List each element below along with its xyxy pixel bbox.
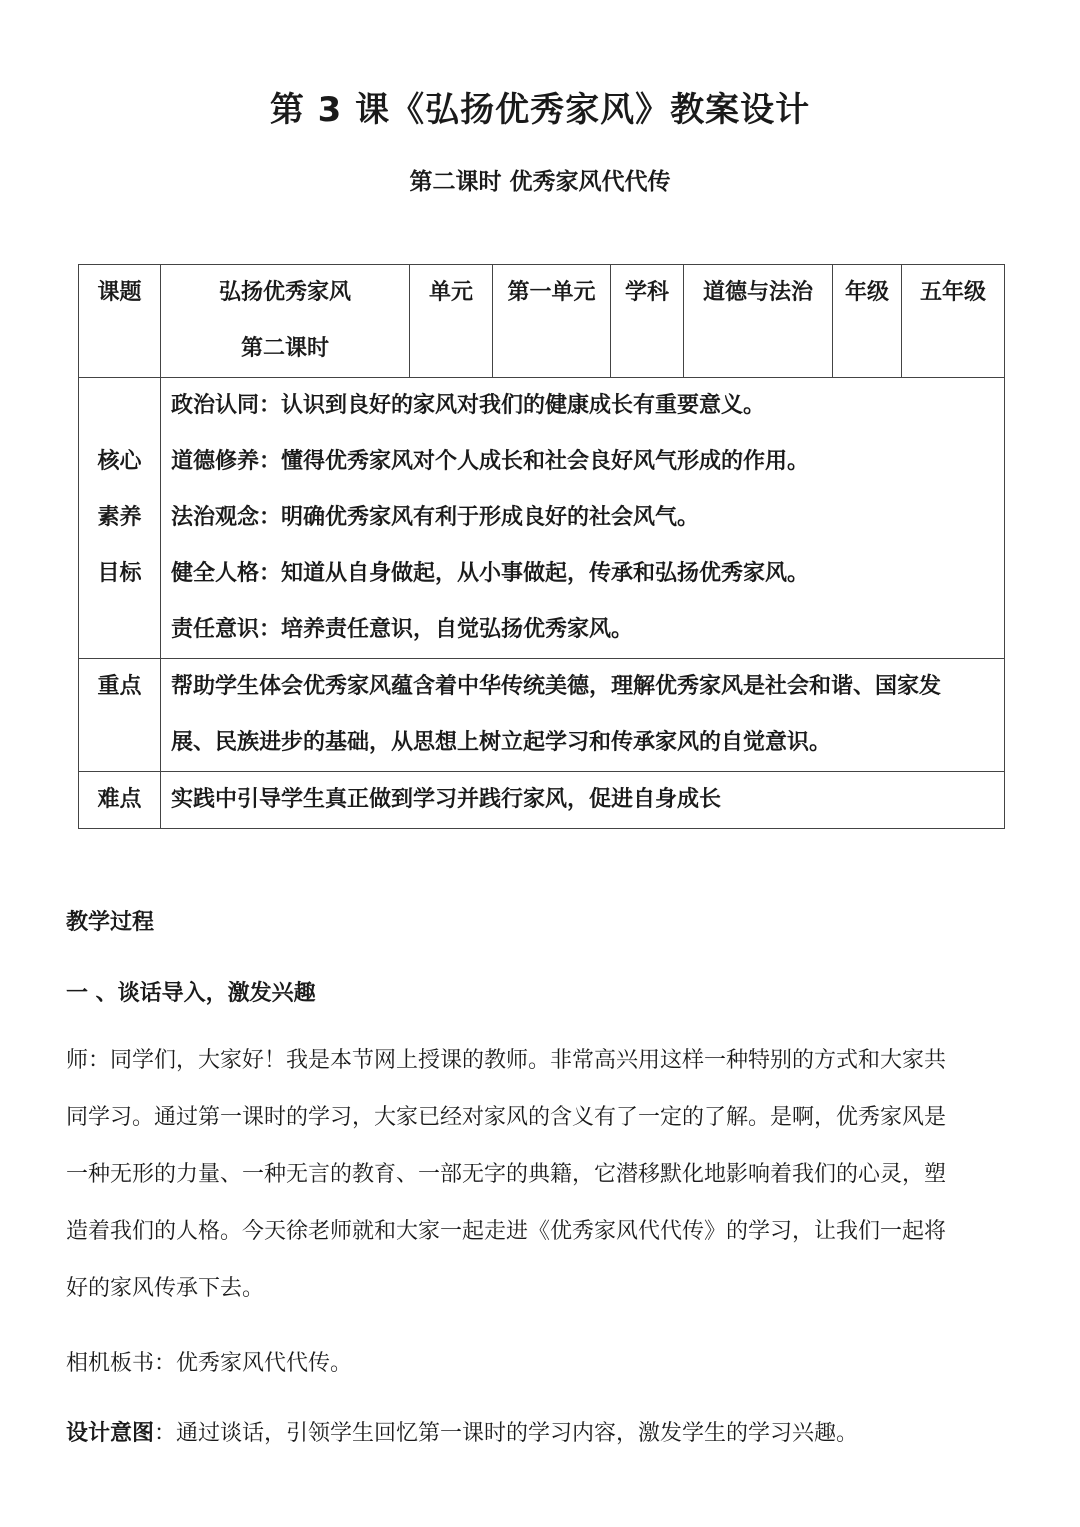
subject-label: 学科 xyxy=(624,280,669,305)
key-points-cell xyxy=(161,659,1005,772)
core-label-line-2: 素养 xyxy=(97,505,142,530)
page-subtitle: 第二课时 优秀家风代代传 xyxy=(409,169,671,195)
core-goals-cell xyxy=(161,378,1005,659)
key-label-cell xyxy=(79,659,161,772)
board-note: 相机板书：优秀家风代代传。 xyxy=(66,1351,353,1376)
core-goal-item: 道德修养：懂得优秀家风对个人成长和社会良好风气形成的作用。 xyxy=(171,449,810,474)
topic-line-1: 弘扬优秀家风 xyxy=(218,280,351,305)
core-goal-item: 健全人格：知道从自身做起，从小事做起，传承和弘扬优秀家风。 xyxy=(171,561,810,586)
topic-label: 课题 xyxy=(97,280,142,305)
grade-value: 五年级 xyxy=(919,280,986,305)
core-label-line-3: 目标 xyxy=(97,561,142,586)
topic-label-cell xyxy=(79,265,161,378)
design-intent-text: ：通过谈话，引领学生回忆第一课时的学习内容，激发学生的学习兴趣。 xyxy=(154,1421,859,1446)
unit-value: 第一单元 xyxy=(507,280,596,305)
grade-label: 年级 xyxy=(844,280,889,305)
unit-label: 单元 xyxy=(428,280,473,305)
table-row-header xyxy=(79,265,1005,378)
paragraph-line: 师：同学们，大家好！我是本节网上授课的教师。非常高兴用这样一种特别的方式和大家共 xyxy=(66,1048,947,1073)
design-intent xyxy=(66,1416,858,1447)
teaching-process-heading: 教学过程 xyxy=(66,910,155,935)
grade-label-cell xyxy=(833,265,902,378)
paragraph-line: 造着我们的人格。今天徐老师就和大家一起走进《优秀家风代代传》的学习，让我们一起将 xyxy=(66,1219,947,1244)
unit-label-cell xyxy=(410,265,493,378)
subject-value-cell xyxy=(684,265,833,378)
core-label-line-1: 核心 xyxy=(97,449,142,474)
paragraph-line: 好的家风传承下去。 xyxy=(66,1276,265,1301)
key-point-line: 帮助学生体会优秀家风蕴含着中华传统美德，理解优秀家风是社会和谐、国家发 xyxy=(171,674,942,699)
difficult-points-cell xyxy=(161,772,1005,829)
core-goal-item: 政治认同：认识到良好的家风对我们的健康成长有重要意义。 xyxy=(171,393,766,418)
difficult-point-text: 实践中引导学生真正做到学习并践行家风，促进自身成长 xyxy=(171,787,722,812)
subject-value: 道德与法治 xyxy=(702,280,813,305)
teacher-speech-paragraph xyxy=(66,1032,1021,1317)
table-row-core xyxy=(79,378,1005,659)
key-label: 重点 xyxy=(97,674,142,699)
design-intent-label: 设计意图 xyxy=(66,1421,155,1446)
topic-line-2: 第二课时 xyxy=(240,336,329,361)
paragraph-line: 同学习。通过第一课时的学习，大家已经对家风的含义有了一定的了解。是啊，优秀家风是 xyxy=(66,1105,947,1130)
topic-value-cell xyxy=(161,265,410,378)
core-goal-item: 责任意识：培养责任意识，自觉弘扬优秀家风。 xyxy=(171,617,634,642)
difficult-label-cell xyxy=(79,772,161,829)
table-row-key xyxy=(79,659,1005,772)
section-1-heading: 一 、谈话导入，激发兴趣 xyxy=(66,981,316,1006)
lesson-info-table xyxy=(78,264,1005,829)
table-row-difficult xyxy=(79,772,1005,829)
difficult-label: 难点 xyxy=(97,787,142,812)
core-label-cell xyxy=(79,378,161,659)
grade-value-cell xyxy=(902,265,1005,378)
page-title: 第 3 课《弘扬优秀家风》教案设计 xyxy=(269,90,811,130)
core-goal-item: 法治观念：明确优秀家风有利于形成良好的社会风气。 xyxy=(171,505,700,530)
paragraph-line: 一种无形的力量、一种无言的教育、一部无字的典籍，它潜移默化地影响着我们的心灵，塑 xyxy=(66,1162,947,1187)
unit-value-cell xyxy=(493,265,611,378)
key-point-line: 展、民族进步的基础，从思想上树立起学习和传承家风的自觉意识。 xyxy=(171,730,832,755)
subject-label-cell xyxy=(611,265,684,378)
